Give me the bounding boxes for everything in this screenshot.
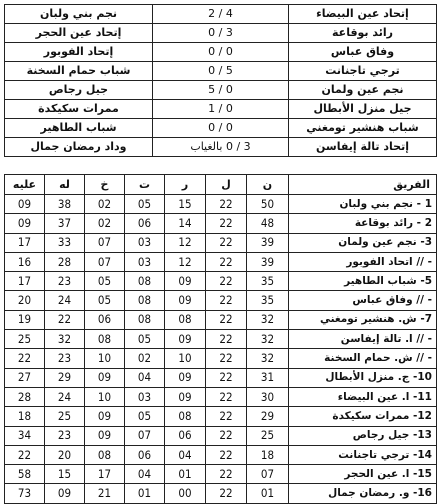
header-won: ر: [165, 175, 206, 195]
goals-for: 22: [45, 310, 85, 329]
match-score: 0 / 1: [153, 100, 289, 119]
drawn: 03: [125, 252, 165, 271]
won: 09: [165, 272, 206, 291]
points: 07: [247, 465, 289, 484]
goals-for: 23: [45, 426, 85, 445]
played: 22: [206, 349, 247, 368]
won: 08: [165, 310, 206, 329]
table-row: [5, 195, 437, 214]
away-team: شباب حمام السخنة: [5, 62, 153, 81]
goals-against: 27: [5, 368, 45, 387]
table-row: [5, 252, 437, 271]
drawn: 02: [125, 349, 165, 368]
table-row: [5, 407, 437, 426]
home-team: رائد بوقاعة: [289, 24, 437, 43]
lost: 08: [85, 445, 125, 464]
points: 35: [247, 291, 289, 310]
points: 25: [247, 426, 289, 445]
goals-for: 38: [45, 195, 85, 214]
drawn: 01: [125, 484, 165, 503]
team-name: 12- ممرات سكيكدة: [289, 407, 437, 426]
match-score: 0 / 0: [153, 43, 289, 62]
result-row: [5, 100, 437, 119]
away-team: إتحاد عين الحجر: [5, 24, 153, 43]
table-row: [5, 272, 437, 291]
lost: 09: [85, 426, 125, 445]
team-name: 3- نجم عين ولمان: [289, 233, 437, 252]
match-score: 5 / 0: [153, 62, 289, 81]
header-team: الفريق: [289, 175, 437, 195]
points: 18: [247, 445, 289, 464]
standings-header-row: [5, 175, 437, 195]
points: 35: [247, 272, 289, 291]
lost: 07: [85, 233, 125, 252]
match-score: 4 / 2: [153, 5, 289, 24]
points: 50: [247, 195, 289, 214]
points: 32: [247, 349, 289, 368]
away-team: وداد رمضان جمال: [5, 138, 153, 157]
goals-for: 15: [45, 465, 85, 484]
lost: 09: [85, 407, 125, 426]
lost: 21: [85, 484, 125, 503]
goals-against: 34: [5, 426, 45, 445]
drawn: 08: [125, 291, 165, 310]
points: 39: [247, 233, 289, 252]
goals-for: 23: [45, 272, 85, 291]
won: 04: [165, 445, 206, 464]
table-row: [5, 387, 437, 406]
team-name: 5- شباب الطاهير: [289, 272, 437, 291]
home-team: إتحاد عين البيضاء: [289, 5, 437, 24]
standings-body: [5, 195, 437, 504]
won: 09: [165, 330, 206, 349]
lost: 05: [85, 291, 125, 310]
won: 12: [165, 252, 206, 271]
goals-for: 25: [45, 407, 85, 426]
points: 48: [247, 214, 289, 233]
drawn: 04: [125, 465, 165, 484]
team-name: - // ش. حمام السخنة: [289, 349, 437, 368]
team-name: 16- و. رمضان جمال: [289, 484, 437, 503]
played: 22: [206, 445, 247, 464]
home-team: ترجي تاجنانت: [289, 62, 437, 81]
points: 01: [247, 484, 289, 503]
match-results-table: [4, 4, 437, 157]
goals-for: 37: [45, 214, 85, 233]
drawn: 08: [125, 272, 165, 291]
goals-against: 58: [5, 465, 45, 484]
goals-against: 18: [5, 407, 45, 426]
lost: 09: [85, 368, 125, 387]
goals-against: 17: [5, 272, 45, 291]
result-row: [5, 138, 437, 157]
header-lost: خ: [85, 175, 125, 195]
table-row: [5, 445, 437, 464]
played: 22: [206, 330, 247, 349]
won: 00: [165, 484, 206, 503]
drawn: 07: [125, 426, 165, 445]
home-team: جيل منزل الأبطال: [289, 100, 437, 119]
played: 22: [206, 407, 247, 426]
goals-for: 24: [45, 291, 85, 310]
table-row: [5, 214, 437, 233]
won: 14: [165, 214, 206, 233]
played: 22: [206, 272, 247, 291]
table-row: [5, 465, 437, 484]
table-row: [5, 310, 437, 329]
table-row: [5, 426, 437, 445]
points: 31: [247, 368, 289, 387]
won: 06: [165, 426, 206, 445]
result-row: [5, 81, 437, 100]
goals-against: 16: [5, 252, 45, 271]
match-results-body: [5, 5, 437, 157]
goals-against: 17: [5, 233, 45, 252]
points: 30: [247, 387, 289, 406]
won: 09: [165, 387, 206, 406]
won: 15: [165, 195, 206, 214]
goals-for: 09: [45, 484, 85, 503]
home-team: نجم عين ولمان: [289, 81, 437, 100]
points: 29: [247, 407, 289, 426]
table-row: [5, 484, 437, 503]
header-played: ل: [206, 175, 247, 195]
lost: 02: [85, 195, 125, 214]
result-row: [5, 5, 437, 24]
played: 22: [206, 310, 247, 329]
team-name: 10- ج. منزل الأبطال: [289, 368, 437, 387]
team-name: 2 - رائد بوقاعة: [289, 214, 437, 233]
team-name: - // وفاق عباس: [289, 291, 437, 310]
away-team: شباب الطاهير: [5, 119, 153, 138]
team-name: 13- جيل رجاص: [289, 426, 437, 445]
goals-against: 09: [5, 214, 45, 233]
goals-against: 73: [5, 484, 45, 503]
drawn: 05: [125, 195, 165, 214]
drawn: 05: [125, 330, 165, 349]
played: 22: [206, 214, 247, 233]
won: 01: [165, 465, 206, 484]
table-row: [5, 291, 437, 310]
points: 32: [247, 310, 289, 329]
won: 10: [165, 349, 206, 368]
drawn: 03: [125, 233, 165, 252]
table-row: [5, 233, 437, 252]
goals-against: 22: [5, 445, 45, 464]
header-points: ن: [247, 175, 289, 195]
goals-against: 20: [5, 291, 45, 310]
points: 39: [247, 252, 289, 271]
result-row: [5, 24, 437, 43]
played: 22: [206, 368, 247, 387]
goals-for: 29: [45, 368, 85, 387]
header-goals-against: عليه: [5, 175, 45, 195]
team-name: 14- ترجي تاجنانت: [289, 445, 437, 464]
lost: 02: [85, 214, 125, 233]
away-team: إتحاد الفوبور: [5, 43, 153, 62]
header-drawn: ت: [125, 175, 165, 195]
lost: 10: [85, 349, 125, 368]
lost: 10: [85, 387, 125, 406]
standings-table: [4, 174, 437, 504]
team-name: - // اتحاد الفوبور: [289, 252, 437, 271]
lost: 05: [85, 272, 125, 291]
home-team: شباب هنشير تومغني: [289, 119, 437, 138]
team-name: - // ا. تالة إيفاسن: [289, 330, 437, 349]
home-team: إتحاد تالة إيفاسن: [289, 138, 437, 157]
won: 08: [165, 407, 206, 426]
result-row: [5, 119, 437, 138]
goals-against: 19: [5, 310, 45, 329]
played: 22: [206, 465, 247, 484]
lost: 06: [85, 310, 125, 329]
played: 22: [206, 233, 247, 252]
played: 22: [206, 252, 247, 271]
drawn: 04: [125, 368, 165, 387]
drawn: 06: [125, 445, 165, 464]
played: 22: [206, 426, 247, 445]
team-name: 1 - نجم بني ولبان: [289, 195, 437, 214]
goals-for: 23: [45, 349, 85, 368]
played: 22: [206, 484, 247, 503]
match-score: 3 / 0 بالغياب: [153, 138, 289, 157]
drawn: 06: [125, 214, 165, 233]
played: 22: [206, 387, 247, 406]
drawn: 03: [125, 387, 165, 406]
won: 09: [165, 368, 206, 387]
played: 22: [206, 195, 247, 214]
won: 09: [165, 291, 206, 310]
team-name: 11- ا. عين البيضاء: [289, 387, 437, 406]
team-name: 7- ش. هنشير تومغني: [289, 310, 437, 329]
away-team: ممرات سكيكدة: [5, 100, 153, 119]
away-team: جيل رجاص: [5, 81, 153, 100]
points: 32: [247, 330, 289, 349]
goals-for: 24: [45, 387, 85, 406]
goals-against: 28: [5, 387, 45, 406]
result-row: [5, 62, 437, 81]
match-score: 0 / 0: [153, 119, 289, 138]
table-row: [5, 349, 437, 368]
table-row: [5, 330, 437, 349]
lost: 08: [85, 330, 125, 349]
lost: 07: [85, 252, 125, 271]
match-score: 0 / 5: [153, 81, 289, 100]
home-team: وفاق عباس: [289, 43, 437, 62]
goals-against: 22: [5, 349, 45, 368]
away-team: نجم بني ولبان: [5, 5, 153, 24]
drawn: 05: [125, 407, 165, 426]
drawn: 08: [125, 310, 165, 329]
result-row: [5, 43, 437, 62]
goals-against: 09: [5, 195, 45, 214]
lost: 17: [85, 465, 125, 484]
table-row: [5, 368, 437, 387]
goals-for: 33: [45, 233, 85, 252]
won: 12: [165, 233, 206, 252]
goals-against: 25: [5, 330, 45, 349]
goals-for: 32: [45, 330, 85, 349]
match-score: 3 / 0: [153, 24, 289, 43]
goals-for: 28: [45, 252, 85, 271]
header-goals-for: له: [45, 175, 85, 195]
played: 22: [206, 291, 247, 310]
goals-for: 20: [45, 445, 85, 464]
team-name: 15- ا. عين الحجر: [289, 465, 437, 484]
